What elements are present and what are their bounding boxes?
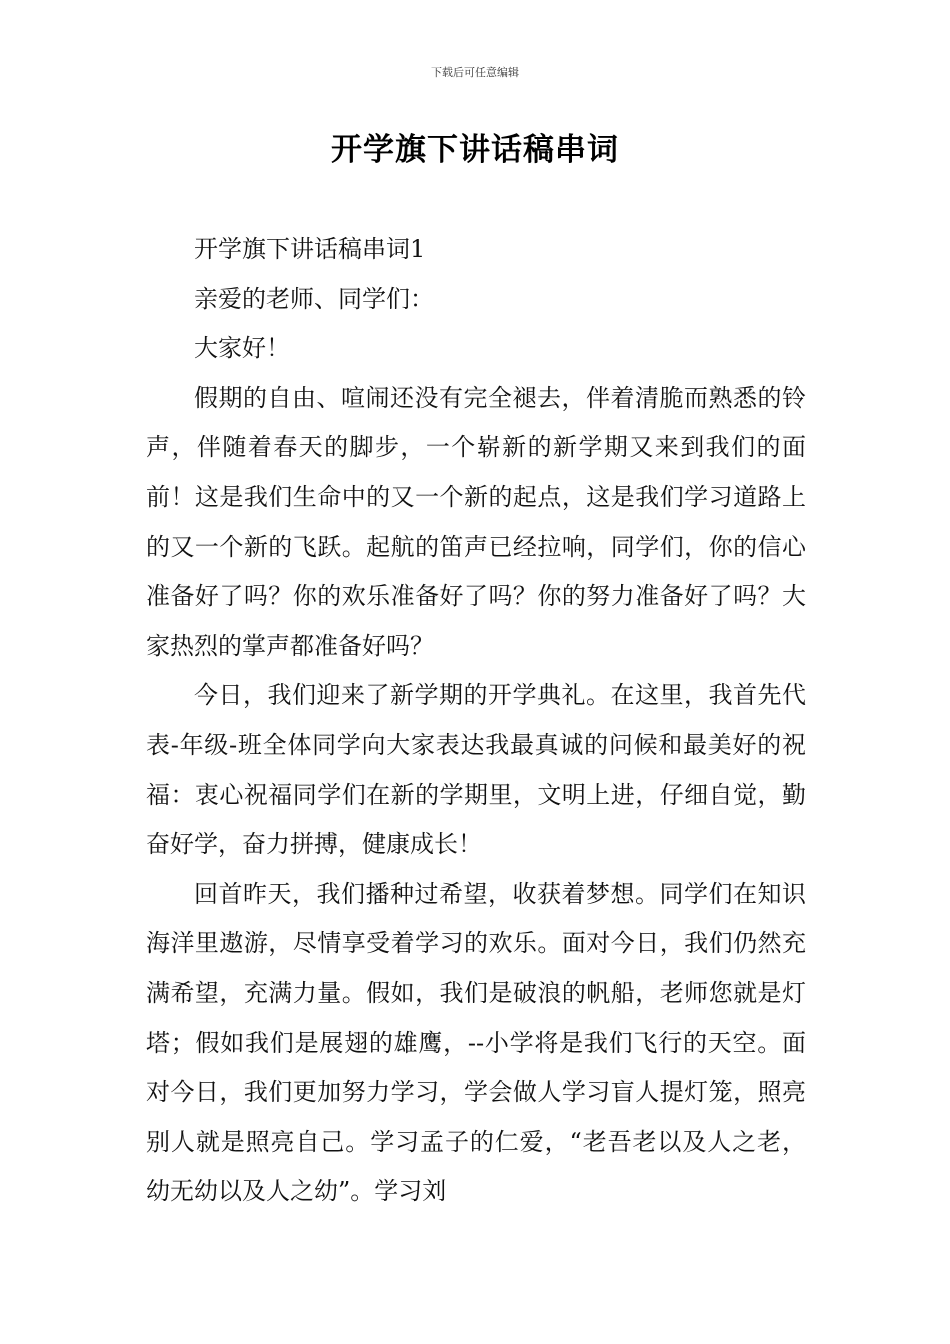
paragraph: 今日，我们迎来了新学期的开学典礼。在这里，我首先代表-年级-班全体同学向大家表达我最真诚的问候和最美好的祝福：衷心祝福同学们在新的学期里，文明上进，仔细自觉，勤奋好学，奋力拼搏，健康成长！	[146, 681, 806, 859]
paragraph: 回首昨天，我们播种过希望，收获着梦想。同学们在知识海洋里遨游，尽情享受着学习的欢乐。面对今日，我们仍然充满希望，充满力量。假如，我们是破浪的帆船，老师您就是灯塔；假如我们是展翅的雄鹰，--小学将是我们飞行的天空。面对今日，我们更加努力学习，学会做人学习盲人提灯笼，照亮别人就是照亮自己。学习孟子的仁爱，“老吾老以及人之老，幼无幼以及人之幼”。学习刘	[146, 879, 806, 1206]
greeting: 大家好！	[194, 334, 290, 363]
salutation: 亲爱的老师、同学们：	[194, 284, 434, 313]
document-title: 开学旗下讲话稿串词	[331, 132, 619, 168]
section-heading: 开学旗下讲话稿串词1	[194, 235, 426, 263]
header-note: 下载后可任意编辑	[431, 66, 519, 79]
paragraph: 假期的自由、喧闹还没有完全褪去，伴着清脆而熟悉的铃声，伴随着春天的脚步，一个崭新的新学期又来到我们的面前！这是我们生命中的又一个新的起点，这是我们学习道路上的又一个新的飞跃。起航的笛声已经拉响，同学们，你的信心准备好了吗？你的欢乐准备好了吗？你的努力准备好了吗？大家热烈的掌声都准备好吗？	[146, 383, 806, 660]
document-body	[146, 225, 806, 1217]
